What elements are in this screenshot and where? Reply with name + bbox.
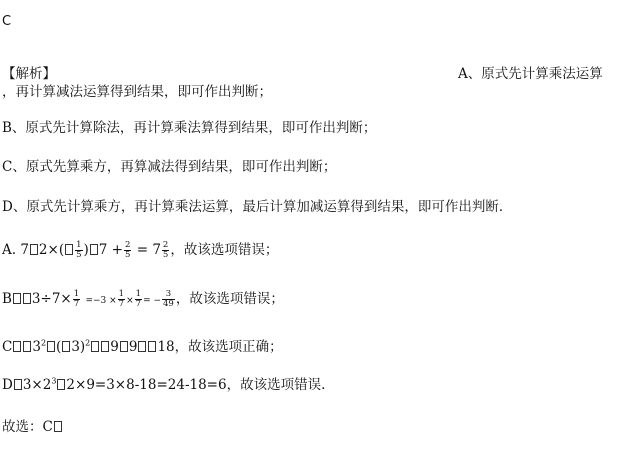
fraction-numerator: 1 [135, 289, 142, 299]
eval-d-line [2, 373, 325, 393]
eval-c-prefix: C [2, 339, 13, 355]
fraction-denominator: 7 [73, 299, 80, 309]
analysis-heading: 【解析】 [2, 66, 56, 82]
missing-glyph-box [91, 341, 99, 352]
missing-glyph-box [101, 341, 109, 352]
missing-glyph-box [13, 341, 21, 352]
missing-glyph-box [23, 293, 31, 304]
fraction-denominator: 7 [118, 299, 125, 309]
fraction [75, 241, 82, 260]
eval-a-prefix: A. 7 [2, 242, 29, 258]
eval-c-term: 18，故该选项正确； [157, 339, 283, 355]
fraction-numerator: 1 [76, 240, 82, 250]
missing-glyph-box [138, 341, 146, 352]
answer-letter: C [2, 14, 12, 29]
analysis-a-part2: ，再计算减法运算得到结果，即可作出判断； [2, 84, 272, 100]
exponent: 3 [51, 376, 57, 386]
fraction-denominator: 5 [125, 250, 131, 260]
eval-c-term: 3 [32, 339, 41, 355]
fraction-numerator: 1 [118, 289, 125, 299]
fraction-denominator: 5 [76, 250, 82, 260]
eval-a-term: = 7 [136, 242, 161, 258]
eval-c-term: 3) [71, 339, 86, 355]
eval-c-term: 9 [128, 339, 138, 355]
exponent: 2 [85, 338, 91, 348]
exponent: 2 [40, 338, 47, 348]
missing-glyph-box [14, 379, 22, 390]
analysis-c: C、原式先算乘方，再算减法得到结果，即可作出判断； [2, 159, 337, 175]
selection-text: 故选：C [2, 419, 53, 435]
fraction [135, 290, 142, 309]
missing-glyph-box [90, 244, 98, 255]
fraction-numerator: 2 [125, 240, 131, 250]
fraction-numerator: 1 [73, 289, 80, 299]
fraction [162, 290, 175, 309]
missing-glyph-box [23, 341, 31, 352]
analysis-d: D、原式先计算乘方，再计算乘法运算，最后计算加减运算得到结果，即可作出判断． [2, 199, 513, 215]
eval-b-line [2, 287, 284, 309]
eval-a-term: 7 + [98, 242, 123, 258]
eval-b-term: × [126, 296, 134, 306]
fraction [73, 290, 80, 309]
missing-glyph-box [120, 341, 128, 352]
fraction-denominator: 49 [163, 299, 174, 309]
fraction [162, 241, 169, 260]
fraction-denominator: 7 [135, 299, 142, 309]
fraction-numerator: 3 [162, 290, 175, 300]
eval-a-term: 2×( [38, 242, 65, 258]
final-selection [2, 415, 63, 435]
fraction [118, 290, 125, 309]
fraction-numerator: 2 [162, 240, 169, 250]
eval-c-term: ( [56, 339, 62, 355]
eval-b-prefix: B [2, 291, 12, 307]
eval-a-conclusion: ，故该选项错误； [170, 242, 279, 258]
eval-a-line [2, 238, 278, 260]
fraction [124, 241, 131, 260]
eval-b-term: =−3 × [85, 296, 117, 306]
analysis-a-part1: A、原式先计算乘法运算 [458, 66, 603, 82]
eval-b-term: 3÷7× [31, 291, 72, 307]
eval-b-term: = − [143, 296, 162, 306]
eval-a-term: ) [83, 242, 89, 258]
missing-glyph-box [57, 379, 65, 390]
eval-d-term: 3×2 [22, 377, 52, 393]
eval-c-line [2, 335, 283, 355]
eval-d-prefix: D [2, 377, 13, 393]
analysis-b: B、原式先计算除法，再计算乘法算得到结果，即可作出判断； [2, 120, 377, 136]
missing-glyph-box [47, 341, 55, 352]
eval-d-term: 2×9=3×8-18=24-18=6，故该选项错误. [66, 377, 326, 393]
missing-glyph-box [13, 293, 21, 304]
eval-c-term: 9 [110, 339, 119, 355]
missing-glyph-box [62, 341, 70, 352]
missing-glyph-box [148, 341, 156, 352]
missing-glyph-box [65, 244, 73, 255]
missing-glyph-box [30, 244, 38, 255]
fraction-denominator: 5 [162, 250, 169, 260]
eval-b-conclusion: ，故该选项错误； [175, 291, 284, 307]
missing-glyph-box [54, 421, 62, 432]
